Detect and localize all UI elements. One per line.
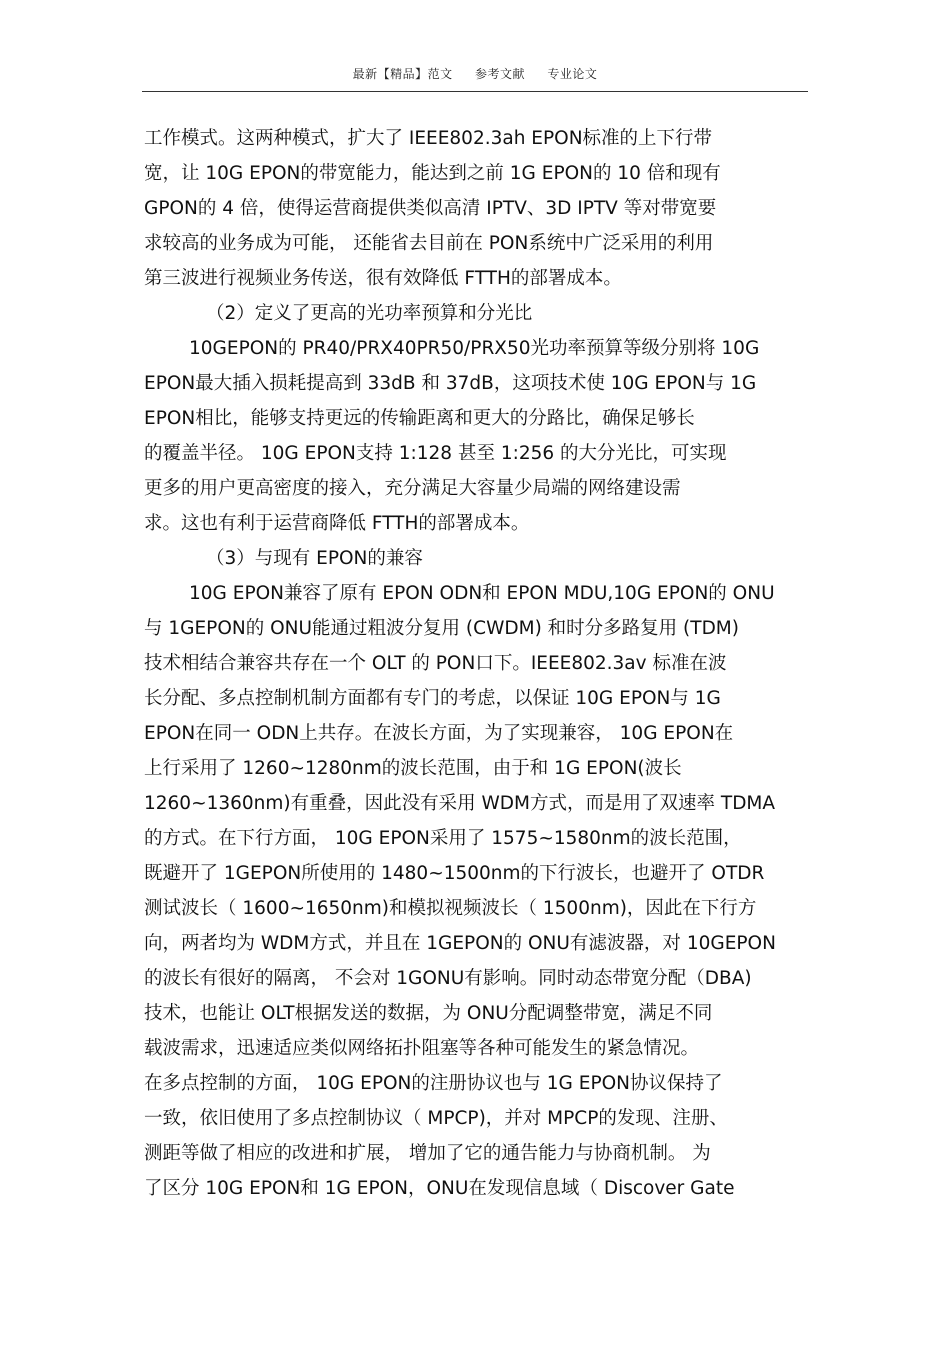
text-line: 工作模式。这两种模式，扩大了 IEEE802.3ah EPON标准的上下行带: [144, 128, 713, 149]
text-line: EPON在同一 ODN上共存。在波长方面，为了实现兼容， 10G EPON在: [144, 723, 734, 744]
text-line: GPON的 4 倍，使得运营商提供类似高清 IPTV、3D IPTV 等对带宽要: [144, 198, 717, 219]
section-heading: （3）与现有 EPON的兼容: [206, 548, 423, 569]
text-line: 技术，也能让 OLT根据发送的数据，为 ONU分配调整带宽，满足不同: [144, 1003, 713, 1024]
page-header: [142, 64, 808, 84]
section-heading: （2）定义了更高的光功率预算和分光比: [206, 303, 533, 324]
header-item-references: 参考文献: [474, 67, 525, 81]
header-item-fanwen: 最新【精品】范文: [352, 67, 453, 81]
text-line: EPON相比，能够支持更远的传输距离和更大的分路比，确保足够长: [144, 408, 695, 429]
document-body: [144, 121, 824, 1206]
text-line: 的波长有很好的隔离， 不会对 1GONU有影响。同时动态带宽分配（DBA): [144, 968, 752, 989]
text-line: 的覆盖半径。 10G EPON支持 1:128 甚至 1:256 的大分光比，可实现: [144, 443, 727, 464]
header-item-papers: 专业论文: [547, 67, 598, 81]
text-line: 10GEPON的 PR40/PRX40PR50/PRX50光功率预算等级分别将 10G: [189, 338, 760, 359]
text-line: 与 1GEPON的 ONU能通过粗波分复用 (CWDM) 和时分多路复用 (TDM): [144, 618, 739, 639]
text-line: 在多点控制的方面， 10G EPON的注册协议也与 1G EPON协议保持了: [144, 1073, 723, 1094]
text-line: 第三波进行视频业务传送，很有效降低 FTTH的部署成本。: [144, 268, 622, 289]
text-line: 的方式。在下行方面， 10G EPON采用了 1575~1580nm的波长范围，: [144, 828, 742, 849]
text-line: EPON最大插入损耗提高到 33dB 和 37dB，这项技术使 10G EPON与 1G: [144, 373, 757, 394]
text-line: 测距等做了相应的改进和扩展， 增加了它的通告能力与协商机制。 为: [144, 1143, 711, 1164]
text-line: 既避开了 1GEPON所使用的 1480~1500nm的下行波长，也避开了 OTDR: [144, 863, 765, 884]
header-divider: [142, 91, 808, 92]
text-line: 长分配、多点控制机制方面都有专门的考虑，以保证 10G EPON与 1G: [144, 688, 721, 709]
text-line: 上行采用了 1260~1280nm的波长范围，由于和 1G EPON(波长: [144, 758, 682, 779]
text-line: 了区分 10G EPON和 1G EPON，ONU在发现信息域（ Discover Gate: [144, 1178, 735, 1199]
text-line: 更多的用户更高密度的接入，充分满足大容量少局端的网络建设需: [144, 478, 681, 499]
text-line: 载波需求，迅速适应类似网络拓扑阻塞等各种可能发生的紧急情况。: [144, 1038, 700, 1059]
text-line: 求。这也有利于运营商降低 FTTH的部署成本。: [144, 513, 530, 534]
text-line: 宽，让 10G EPON的带宽能力，能达到之前 1G EPON的 10 倍和现有: [144, 163, 721, 184]
text-line: 向，两者均为 WDM方式，并且在 1GEPON的 ONU有滤波器，对 10GEPON: [144, 933, 776, 954]
text-line: 10G EPON兼容了原有 EPON ODN和 EPON MDU,10G EPON的 ONU: [189, 583, 775, 604]
text-line: 测试波长（ 1600~1650nm)和模拟视频波长（ 1500nm)，因此在下行方: [144, 898, 757, 919]
text-line: 求较高的业务成为可能， 还能省去目前在 PON系统中广泛采用的利用: [144, 233, 714, 254]
text-line: 一致，依旧使用了多点控制协议（ MPCP)，并对 MPCP的发现、注册、: [144, 1108, 728, 1129]
text-line: 技术相结合兼容共存在一个 OLT 的 PON口下。IEEE802.3av 标准在波: [144, 653, 727, 674]
text-line: 1260~1360nm)有重叠，因此没有采用 WDM方式，而是用了双速率 TDMA: [144, 793, 776, 814]
